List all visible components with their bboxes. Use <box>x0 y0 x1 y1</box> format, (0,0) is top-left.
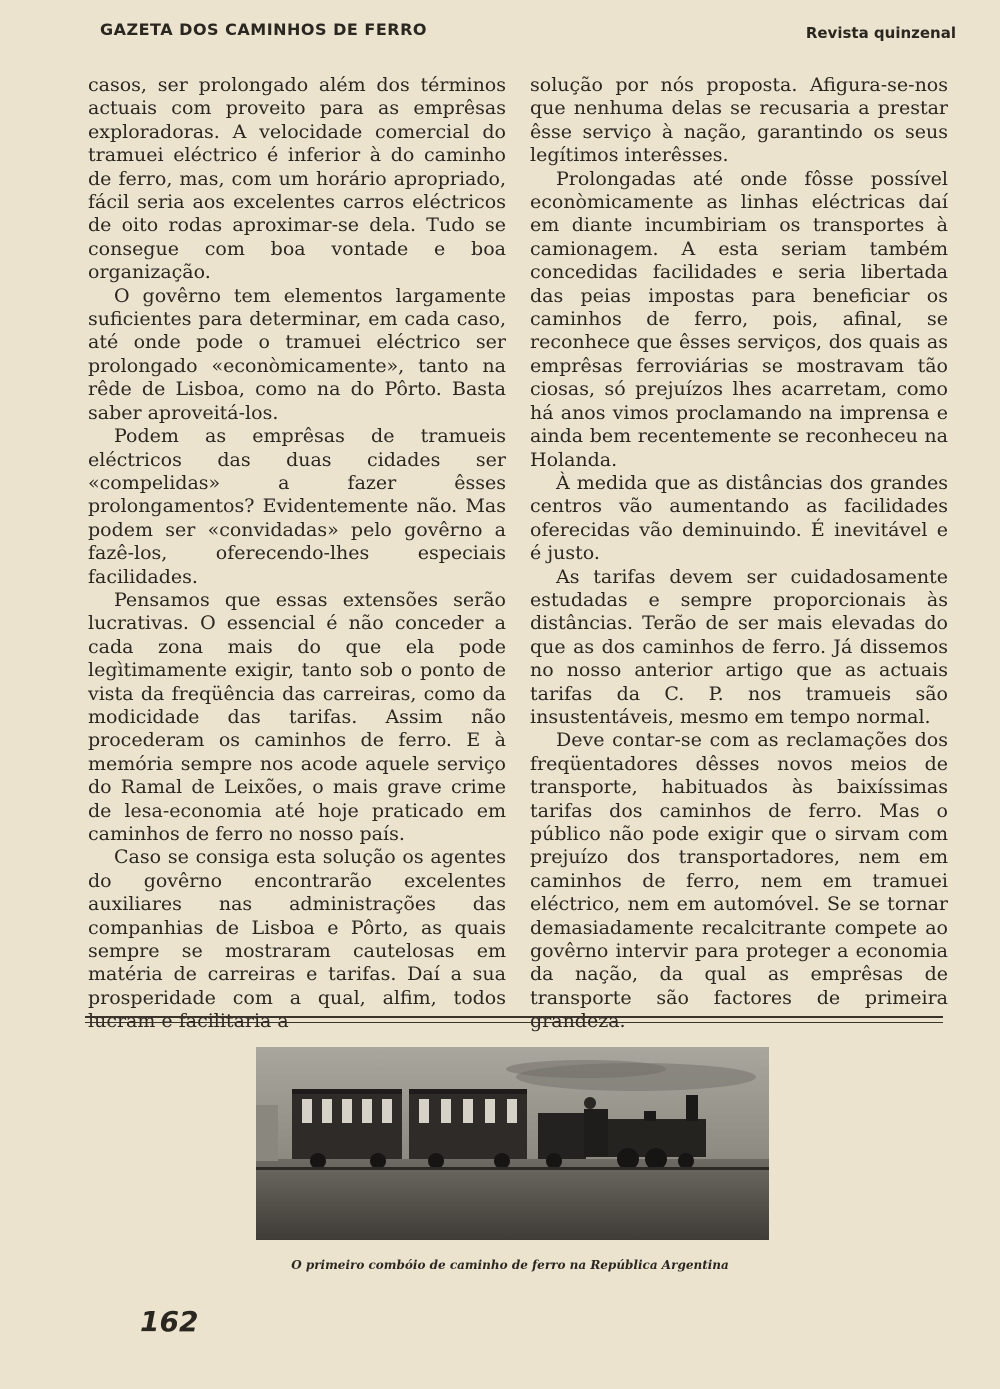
paragraph: casos, ser prolongado além dos términos actuais com proveito para as emprêsas exploradoras. A velocidade comercial do tramuei eléctrico é inferior à do caminho de ferro, mas, com um horário apropriado, fácil seria aos excelentes carros eléctricos de oito rodas aproximar-se dela. Tudo se consegue com boa vontade e boa organização. <box>88 74 506 284</box>
paragraph: solução por nós proposta. Afigura-se-nos que nenhuma delas se recusaria a prestar êsse serviço à nação, garantindo os seus legítimos interêsses. <box>530 74 948 167</box>
paragraph: Podem as emprêsas de tramueis eléctricos das duas cidades ser «compelidas» a fazer êsses prolongamentos? Evidentemente não. Mas podem ser «convidadas» pelo govêrno a fazê-los, oferecendo-lhes especiais facilidades. <box>88 425 506 588</box>
paragraph: Pensamos que essas extensões serão lucrativas. O essencial é não conceder a cada zona mais do que ela pode legìtimamente exigir, tanto sob o ponto de vista da freqüência das carreiras, como da modicidade das tarifas. Assim não procederam os caminhos de ferro. E à memória sempre nos acode aquele serviço do Ramal de Leixões, o mais grave crime de lesa-economia até hoje praticado em caminhos de ferro no nosso país. <box>88 588 506 845</box>
paragraph: As tarifas devem ser cuidadosamente estudadas e sempre proporcionais às distâncias. Terão de ser mais elevadas do que as dos caminhos de ferro. Já dissemos no nosso anterior artigo que as actuais tarifas da C. P. nos tramueis são insustentáveis, mesmo em tempo normal. <box>530 565 948 728</box>
paragraph: Caso se consiga esta solução os agentes do govêrno encontrarão excelentes auxiliares nas administrações das companhias de Lisboa e Pôrto, as quais sempre se mostraram cautelosas em matéria de carreiras e tarifas. Daí a sua prosperidade com a qual, alfim, todos lucram e facilitaria a <box>88 846 506 1033</box>
paragraph: À medida que as distâncias dos grandes centros vão aumentando as facilidades oferecidas vão deminuindo. É inevitável e é justo. <box>530 471 948 565</box>
divider-rule <box>85 1022 943 1023</box>
paragraph: O govêrno tem elementos largamente suficientes para determinar, em cada caso, até onde pode o tramuei eléctrico ser prolongado «econòmicamente», tanto na rêde de Lisboa, como na do Pôrto. Basta saber aproveitá-los. <box>88 284 506 424</box>
magazine-subtitle: Revista quinzenal <box>805 24 956 42</box>
paragraph: Prolongadas até onde fôsse possível econòmicamente as linhas eléctricas daí em diante incumbiriam os transportes à camionagem. A esta seriam também concedidas facilidades e seria libertada das peias impostas para beneficiar os caminhos de ferro, pois, afinal, se reconhece que êsses serviços, dos quais as emprêsas ferroviárias se mostravam tão ciosas, só prejuízos lhes acarretam, como há anos vimos proclamando na imprensa e ainda bem recentemente se reconheceu na Holanda. <box>530 167 948 471</box>
photo-caption: O primeiro combóio de caminho de ferro na República Argentina <box>291 1258 729 1272</box>
left-column <box>88 74 506 1034</box>
train-illustration <box>256 1047 769 1240</box>
magazine-title: GAZETA DOS CAMINHOS DE FERRO <box>100 20 428 39</box>
right-column <box>530 74 948 1034</box>
paragraph: Deve contar-se com as reclamações dos freqüentadores dêsses novos meios de transporte, habituados às baixíssimas tarifas dos caminhos de ferro. Mas o público não pode exigir que o sirvam com prejuízo dos transportadores, nem em caminhos de ferro, nem em tramuei eléctrico, nem em automóvel. Se se tornar demasiadamente recalcitrante compete ao govêrno intervir para proteger a economia da nação, da qual as emprêsas de transporte são factores de primeira grandeza. <box>530 729 948 1033</box>
train-photo <box>256 1047 769 1240</box>
page-number: 162 <box>140 1305 199 1338</box>
divider-rule <box>85 1016 943 1018</box>
